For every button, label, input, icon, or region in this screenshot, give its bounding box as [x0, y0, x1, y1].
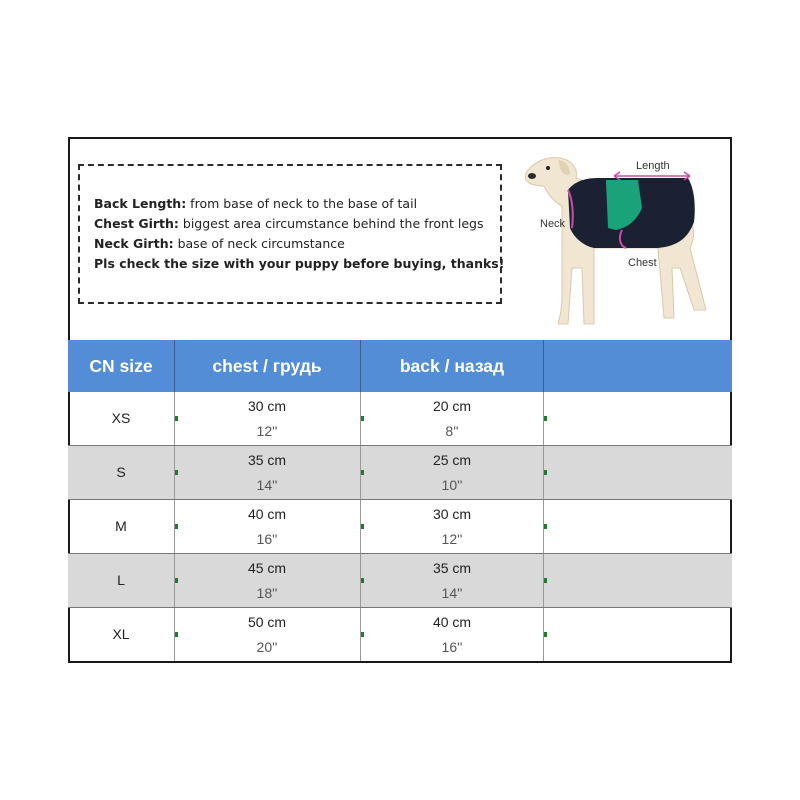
- back-cm-cell: 35 cm: [432, 560, 472, 576]
- header-divider: [174, 340, 175, 392]
- header-cn-size: CN size: [89, 356, 153, 376]
- chest-inch-cell: 18'': [256, 585, 278, 601]
- note-label: Back Length:: [94, 196, 187, 211]
- chest-inch-cell: 12'': [256, 423, 278, 439]
- length-label: Length: [636, 160, 670, 172]
- chest-cm-cell: 45 cm: [247, 560, 287, 576]
- header-back: back / назад: [399, 356, 505, 376]
- chest-cm-cell: 50 cm: [247, 614, 287, 630]
- cell-marker: [361, 470, 364, 475]
- header-divider: [360, 340, 361, 392]
- header-chest: chest / грудь: [212, 356, 322, 376]
- cell-marker: [544, 470, 547, 475]
- back-inch-cell: 12'': [441, 531, 463, 547]
- cell-marker: [361, 578, 364, 583]
- chest-inch-cell: 16'': [256, 531, 278, 547]
- header-divider: [543, 340, 544, 392]
- size-cell: L: [117, 572, 125, 588]
- chest-inch-cell: 20'': [256, 639, 278, 655]
- back-inch-cell: 16'': [441, 639, 463, 655]
- note-check-size: [94, 254, 505, 274]
- cell-marker: [175, 632, 178, 637]
- measurement-notes: [78, 164, 505, 304]
- cell-marker: [361, 524, 364, 529]
- cell-marker: [175, 416, 178, 421]
- table-header: [68, 340, 732, 392]
- cell-marker: [544, 632, 547, 637]
- chest-cm-cell: 40 cm: [247, 506, 287, 522]
- back-inch-cell: 10'': [441, 477, 463, 493]
- note-label: Chest Girth:: [94, 216, 179, 231]
- cell-marker: [544, 578, 547, 583]
- size-cell: M: [115, 518, 127, 534]
- cell-marker: [175, 470, 178, 475]
- note-text: biggest area circumstance behind the front legs: [178, 216, 484, 231]
- note-chest-girth: [94, 214, 500, 234]
- cell-marker: [361, 416, 364, 421]
- cell-marker: [544, 524, 547, 529]
- table-row: [68, 608, 732, 663]
- size-cell: XS: [111, 410, 131, 426]
- chest-cm-cell: 35 cm: [247, 452, 287, 468]
- back-cm-cell: 25 cm: [432, 452, 472, 468]
- table-row: [68, 500, 732, 554]
- note-back-length: [94, 194, 500, 214]
- back-cm-cell: 40 cm: [432, 614, 472, 630]
- table-row: [68, 392, 732, 446]
- note-neck-girth: [94, 234, 500, 254]
- note-label: Neck Girth:: [94, 236, 174, 251]
- cell-marker: [361, 632, 364, 637]
- note-text: from base of neck to the base of tail: [186, 196, 418, 211]
- dog-measurement-diagram: [518, 148, 723, 333]
- note-text: base of neck circumstance: [173, 236, 345, 251]
- header-empty: [544, 340, 732, 392]
- size-cell: XL: [112, 626, 130, 642]
- cell-marker: [175, 524, 178, 529]
- table-row: [68, 446, 732, 500]
- dog-coat: [568, 178, 695, 248]
- back-inch-cell: 8'': [445, 423, 459, 439]
- cell-marker: [175, 578, 178, 583]
- table-row: [68, 554, 732, 608]
- chest-cm-cell: 30 cm: [247, 398, 287, 414]
- chest-inch-cell: 14'': [256, 477, 278, 493]
- note-label: Pls check the size with your puppy before buying, thanks!: [94, 256, 505, 271]
- chest-label: Chest: [628, 257, 657, 269]
- size-cell: S: [116, 464, 126, 480]
- cell-marker: [544, 416, 547, 421]
- back-cm-cell: 20 cm: [432, 398, 472, 414]
- back-cm-cell: 30 cm: [432, 506, 472, 522]
- back-inch-cell: 14'': [441, 585, 463, 601]
- neck-label: Neck: [540, 218, 566, 230]
